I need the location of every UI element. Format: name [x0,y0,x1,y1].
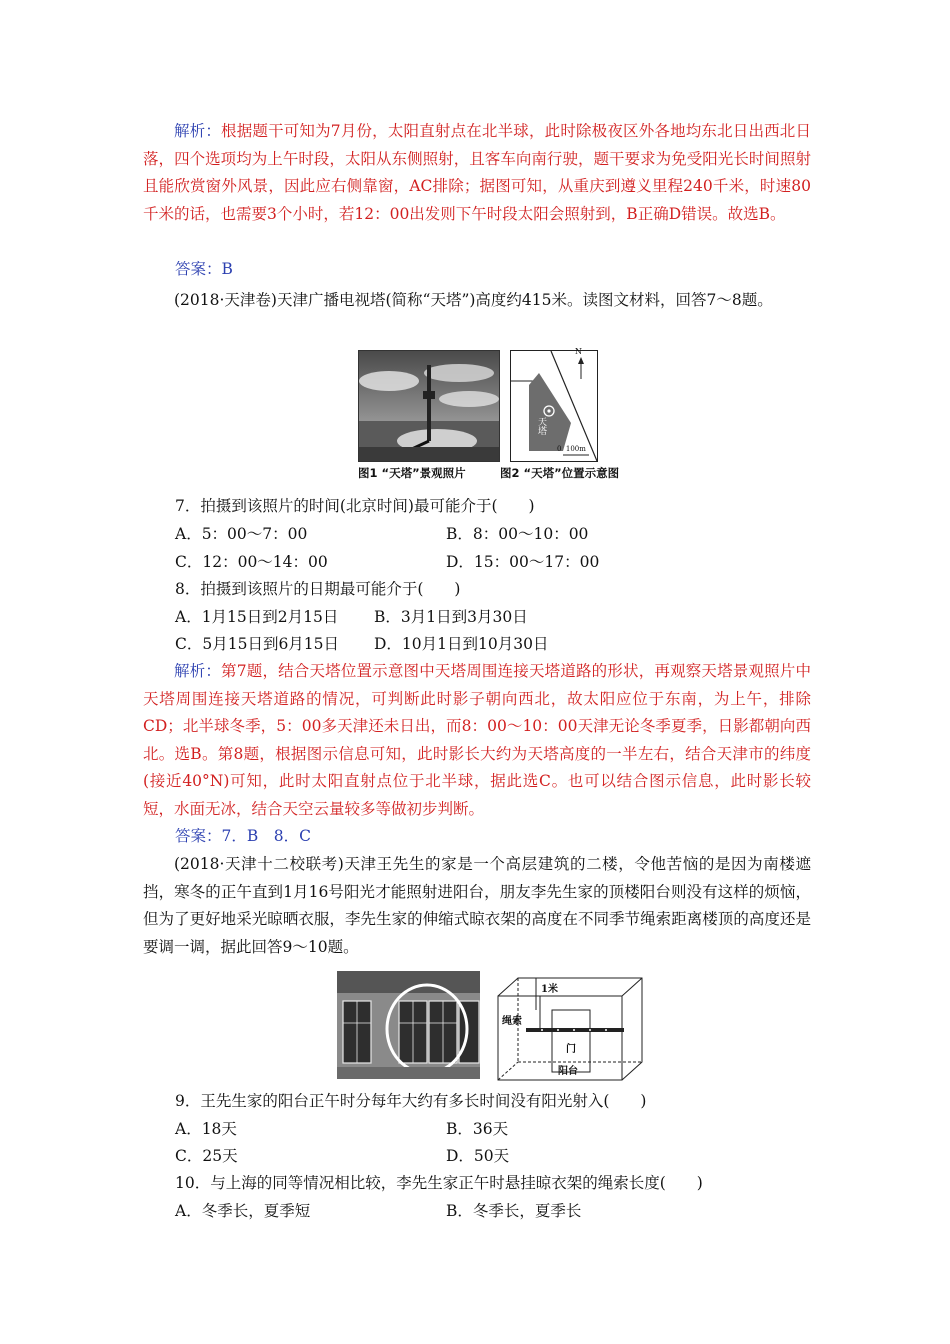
answer-value: 7．B 8．C [221,827,311,845]
option-d: D．10月1日到10月30日 [374,635,549,653]
tower-location-map [510,347,598,462]
option-a: A．5：00～7：00 [175,525,308,543]
option-b: B．8：00～10：00 [446,525,589,543]
tower-label: 天塔 [536,417,546,435]
option-b: B．3月1日到3月30日 [374,608,528,626]
scale-label: 0 100m [557,445,586,453]
balcony-label: 阳台 [558,1066,578,1077]
north-label: N [575,347,582,356]
option-b: B．冬季长，夏季长 [446,1202,582,1220]
option-b: B．36天 [446,1120,509,1138]
door-label: 门 [566,1044,576,1055]
analysis-paragraph-2 [143,658,811,823]
answer-label: 答案： [175,827,222,845]
one-meter-label: 1米 [541,984,558,995]
option-a: A．冬季长，夏季短 [175,1202,311,1220]
answer-label: 答案： [175,260,222,278]
figure1-caption-2: 图2 “天塔”位置示意图 [500,466,620,480]
analysis-paragraph-1 [143,118,811,228]
window-photo [337,971,480,1079]
option-d: D．15：00～17：00 [446,553,600,571]
answer-line-2 [175,823,311,851]
analysis-label: 解析： [174,122,222,140]
option-c: C．12：00～14：00 [175,553,328,571]
rope-label: 绳索 [502,1016,522,1027]
question-8-stem: 8．拍摄到该照片的日期最可能介于( ) [175,580,461,598]
option-d: D．50天 [446,1147,510,1165]
question-10-stem: 10．与上海的同等情况相比较，李先生家正午时悬挂晾衣架的绳索长度( ) [175,1174,703,1192]
intro-paragraph-2: (2018·天津十二校联考)天津王先生的家是一个高层建筑的二楼，令他苦恼的是因为南楼遮挡，寒冬的正午直到1月16号阳光才能照射进阳台，朋友李先生家的顶楼阳台则没有这样的烦恼，但为了更好地采光晾晒衣服，李先生家的伸缩式晾衣架的高度在不同季节绳索距离楼顶的高度还是要调一调，据此回答9～10题。 [143,855,811,956]
tower-photo-graphic [359,351,499,461]
intro-paragraph-1: (2018·天津卷)天津广播电视塔(简称“天塔”)高度约415米。读图文材料，回答7～8题。 [174,291,773,309]
answer-value: B [221,260,233,278]
window-photo-graphic [337,971,480,1079]
question-7-stem: 7．拍摄到该照片的时间(北京时间)最可能介于( ) [175,497,535,515]
option-a: A．18天 [175,1120,237,1138]
analysis-label: 解析： [174,662,222,680]
option-c: C．25天 [175,1147,238,1165]
answer-line-1 [175,256,233,284]
figure1-caption-1: 图1 “天塔”景观照片 [358,466,466,480]
tower-photo [358,350,500,462]
option-a: A．1月15日到2月15日 [175,608,339,626]
balcony-diagram [496,976,644,1082]
option-c: C．5月15日到6月15日 [175,635,340,653]
analysis-text: 第7题，结合天塔位置示意图中天塔周围连接天塔道路的形状，再观察天塔景观照片中天塔周围连接天塔道路的情况，可判断此时影子朝向西北，故太阳应位于东南，为上午，排除CD；北半球冬季，5：00多天津还未日出，而8：00～10：00天津无论冬季夏季，日影都朝向西北。选B。第8题，根据图示信息可知，此时影长大约为天塔高度的一半左右，结合天津市的纬度(接近40°N)可知，此时太阳直射点位于北半球，据此选C。也可以结合图示信息，此时影长较短，水面无冰，结合天空云量较多等做初步判断。 [143,662,811,818]
question-9-stem: 9．王先生家的阳台正午时分每年大约有多长时间没有阳光射入( ) [175,1092,647,1110]
analysis-text: 根据题干可知为7月份，太阳直射点在北半球，此时除极夜区外各地均东北日出西北日落，四个选项均为上午时段，太阳从东侧照射，且客车向南行驶，题干要求为免受阳光长时间照射且能欣赏窗外风景，因此应右侧靠窗，AC排除；据图可知，从重庆到遵义里程240千米，时速80千米的话，也需要3个小时，若12：00出发则下午时段太阳会照射到，B正确D错误。故选B。 [143,122,811,223]
